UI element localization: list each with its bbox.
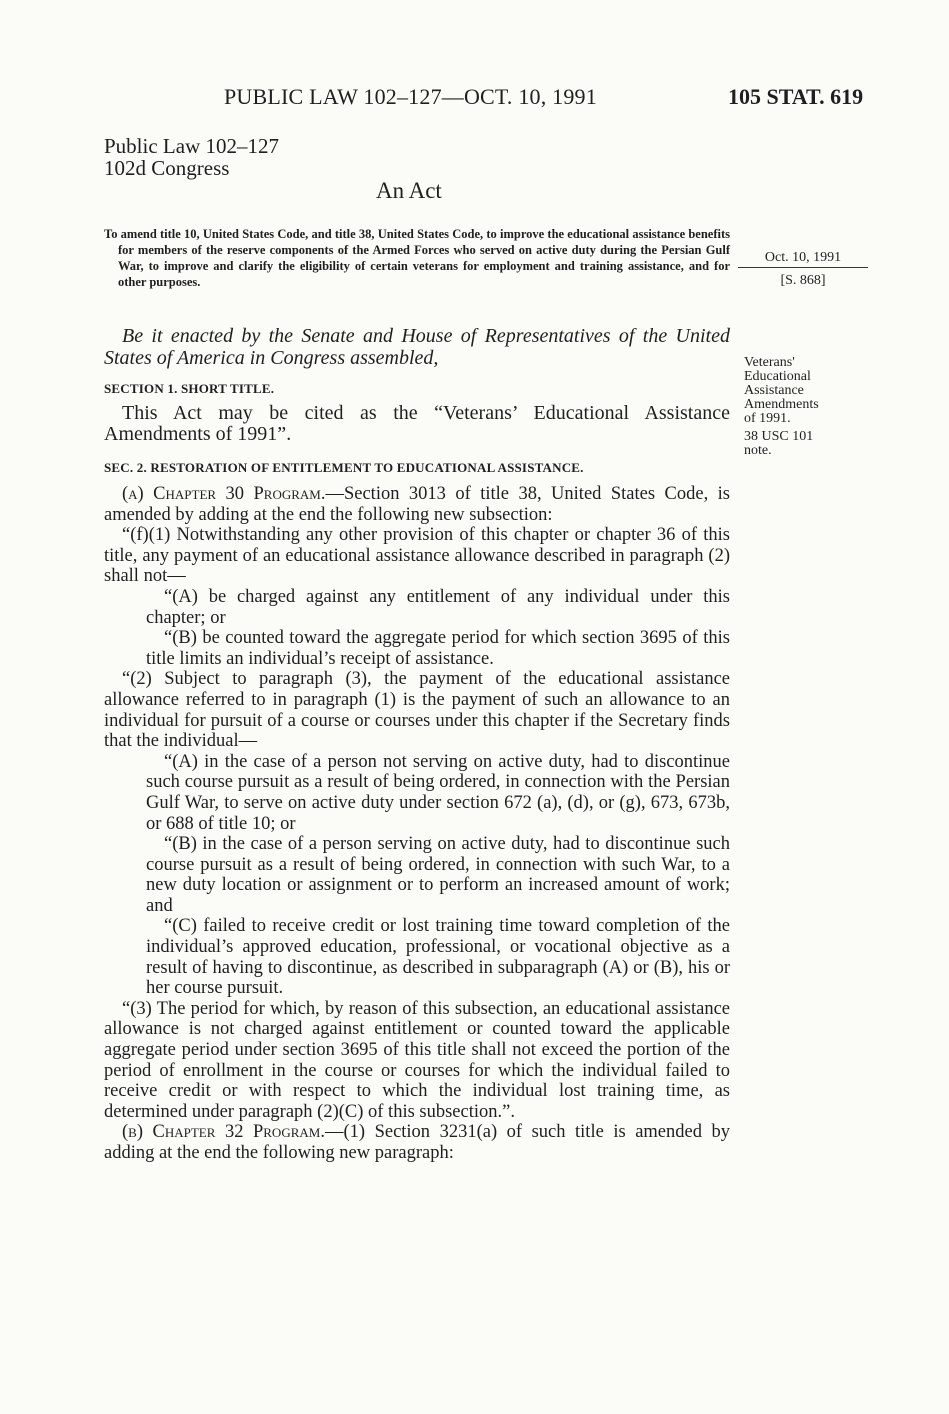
congress-number: 102d Congress	[104, 156, 230, 180]
subparagraph-f1-b: “(B) be counted toward the aggregate period for which section 3695 of this title limits an individual’s receipt of assistance.	[146, 628, 730, 669]
usc-citation-note: note.	[744, 443, 772, 458]
section-2-heading: SEC. 2. RESTORATION OF ENTITLEMENT TO EDUCATIONAL ASSISTANCE.	[104, 460, 584, 475]
purpose-statement	[104, 226, 730, 290]
subparagraph-f2-a: “(A) in the case of a person not serving on active duty, had to discontinue such course pursuit as a result of being ordered, in connection with the Persian Gulf War, to serve on active duty under section 672 (a), (d), or (g), 673, 673b, or 688 of title 10; or	[146, 751, 730, 834]
act-title: An Act	[376, 178, 442, 203]
subsection-a	[104, 484, 730, 525]
subsection-a-label: (a) Chapter 30 Program.	[122, 484, 326, 504]
paragraph-f1: “(f)(1) Notwithstanding any other provision of this chapter or chapter 36 of this title, any payment of an educational assistance allowance described in paragraph (2) shall not—	[104, 525, 730, 587]
subsection-a-text: —Section 3013 of title 38, United States Code, is amended by adding at the end the following new subsection:	[104, 484, 730, 525]
sidenote-line: Assistance	[744, 383, 804, 398]
section-1-text: This Act may be cited as the “Veterans’ Educational Assistance Amendments of 1991”.	[104, 402, 730, 445]
sidenote-line: Educational	[744, 369, 811, 384]
subparagraph-f2-b: “(B) in the case of a person serving on active duty, had to discontinue such course pursuit as a result of being ordered, in connection with such War, to a new duty location or assignment or to perform an increased amount of work; and	[146, 834, 730, 916]
subsection-b-label: (b) Chapter 32 Program.	[122, 1122, 325, 1143]
stat-page-number: 105 STAT. 619	[728, 84, 864, 109]
purpose-text: To amend title 10, United States Code, and title 38, United States Code, to improve the educational assistance benefits for members of the reserve components of the Armed Forces who served on active duty during the Persian Gulf War, to improve and clarify the eligibility of certain veterans for employment and training assistance, and for other purposes.	[104, 227, 730, 289]
running-head: PUBLIC LAW 102–127—OCT. 10, 1991	[224, 84, 597, 109]
section-2-body	[104, 484, 730, 1164]
margin-sidenote	[744, 356, 854, 458]
subparagraph-f1-a: “(A) be charged against any entitlement of any individual under this chapter; or	[146, 586, 730, 628]
paragraph-f2: “(2) Subject to paragraph (3), the payment of the educational assistance allowance referred to in paragraph (1) is the payment of such an allowance to an individual for pursuit of a course or courses under this chapter if the Secretary finds that the individual—	[104, 669, 730, 752]
margin-bill-number: [S. 868]	[780, 273, 826, 288]
section-1-heading: SECTION 1. SHORT TITLE.	[104, 381, 275, 396]
margin-date: Oct. 10, 1991	[738, 250, 868, 268]
sidenote-line: Amendments	[744, 397, 819, 412]
subsection-b-text: —(1) Section 3231(a) of such title is amended by adding at the end the following new paragraph:	[104, 1122, 730, 1163]
sidenote-line: Veterans'	[744, 355, 795, 370]
subsection-b	[104, 1122, 730, 1163]
sidenote-line: of 1991.	[744, 411, 791, 426]
subparagraph-f2-c: “(C) failed to receive credit or lost training time toward completion of the individual’s approved education, professional, or vocational objective as a result of having to discontinue, as described in subparagraph (A) or (B), his or her course pursuit.	[146, 916, 730, 999]
enacting-clause: Be it enacted by the Senate and House of Representatives of the United States of America in Congress assembled,	[104, 325, 730, 369]
public-law-number: Public Law 102–127	[104, 134, 279, 158]
paragraph-f3: “(3) The period for which, by reason of this subsection, an educational assistance allowance is not charged against entitlement or counted toward the applicable aggregate period under section 3695 of this title shall not exceed the portion of the period of enrollment in the course or courses for which the individual failed to receive credit or with respect to which the individual lost training time, as determined under paragraph (2)(C) of this subsection.”.	[104, 998, 730, 1122]
usc-citation: 38 USC 101	[744, 429, 814, 444]
